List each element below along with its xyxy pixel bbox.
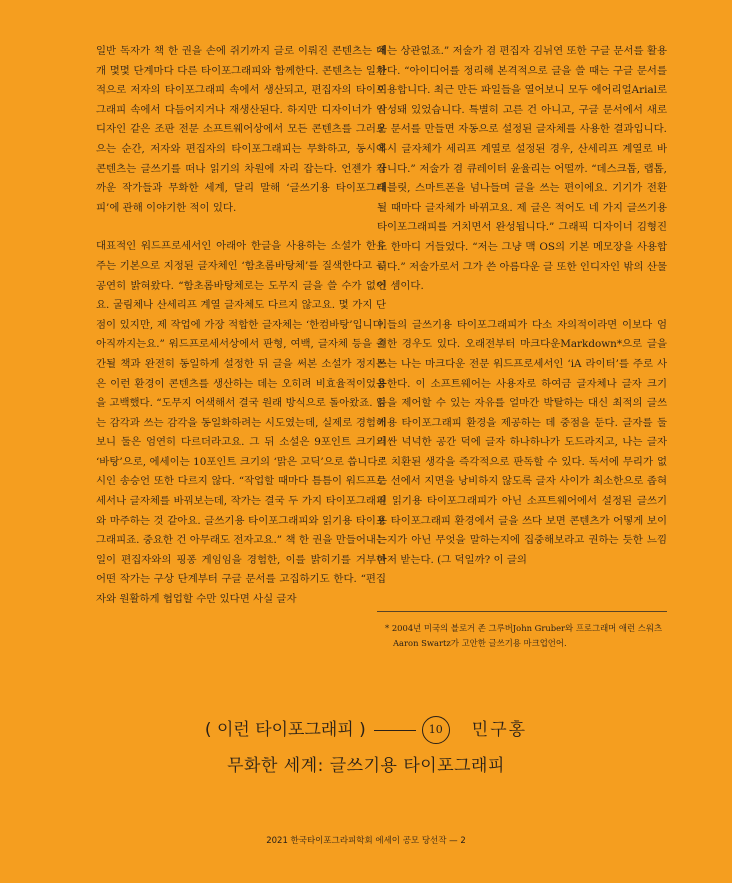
heading-dash [374,730,416,731]
left-text-column [96,42,386,610]
series-name: ( 이런 타이포그래피 ) [204,720,366,740]
article-title: 무화한 세계: 글쓰기용 타이포그래피 [227,756,505,776]
article-heading [0,716,732,780]
right-text-column [377,42,667,570]
author-name: 민구홍 [471,720,528,740]
footnote-divider [377,611,667,612]
footnote: * 2004년 미국의 블로거 존 그루버John Gruber와 프로그래머 애런 스워츠Aaron Swartz가 고안한 글쓰기용 마크업언어. [385,623,663,648]
body-paragraph: 일반 독자가 책 한 권을 손에 쥐기까지 글로 이뤄진 콘텐츠는 대개 몇몇 단계마다 다른 타이포그래피와 함께한다. 콘텐츠는 일차적으로 저자의 타이포그래피 속에서 생산되고, 편집자의 타이포그래피 속에서 다듬어지거나 재생산된다. 하지만 디자이너가 인디자인 같은 조판 전문 소프트웨어상에서 모든 콘텐츠를 그러모으는 순간, 저자와 편집자의 타이포그래피는 무화하고, 동시에 콘텐츠는 글쓰기를 떠나 읽기의 차원에 자리 잡는다. 언젠가 가까운 작가들과 무화한 세계, 달리 말해 ‘글쓰기용 타이포그래피’에 관해 이야기한 적이 있다. [96,45,386,214]
body-paragraph: 체는 상관없죠.” 저술가 겸 편집자 김뉘연 또한 구글 문서를 활용한다. “아이디어를 정리해 본격적으로 글을 쓸 때는 구글 문서를 이용합니다. 최근 만든 파일들을 열어보니 모두 에어리얼Arial로 작성돼 있었습니다. 특별히 고른 건 아니고, 구글 문서에서 새로운 문서를 만들면 자동으로 설정된 글자체를 사용한 결과입니다. 혹시 글자체가 세리프 계열로 설정된 경우, 산세리프 계열로 바꿉니다.” 저술가 겸 큐레이터 윤율리는 어떨까. “데스크톱, 랩톱, 태블릿, 스마트폰을 넘나들며 글을 쓰는 편이에요. 기기가 전환될 때마다 글자체가 바뀌고요. 제 글은 적어도 네 가지 글쓰기용 타이포그래피를 거치면서 완성됩니다.” 그래픽 디자이너 김형진도 한마디 거들었다. “저는 그냥 맥 OS의 기본 메모장을 사용합니다.” 저술가로서 그가 쓴 아름다운 글 또한 인디자인 밖의 산물인 셈이다. [377,45,667,293]
page-footer: 2021 한국타이포그라피학회 에세이 공모 당선작 — 2 [266,836,466,846]
article-number-badge: 10 [422,716,450,744]
heading-byline [0,716,732,744]
body-paragraph: 이들의 글쓰기용 타이포그래피가 다소 자의적이라면 이보다 엄격한 경우도 있다. 오래전부터 마크다운Markdown*으로 글을 쓰는 나는 마크다운 전문 워드프로세서인 ‘iA 라이터’를 주로 사용한다. 이 소프트웨어는 사용자로 하여금 글자체나 글자 크기 등을 제어할 수 있는 자유를 얼마간 박탈하는 대신 최적의 글쓰기용 타이포그래피 환경을 제공하는 데 중점을 둔다. 글자를 둘러싼 넉넉한 공간 덕에 글자 하나하나가 도드라지고, 나는 글자로 치환된 생각을 즉각적으로 판독할 수 있다. 독서에 무리가 없는 선에서 지면을 낭비하지 않도록 글자 사이가 최소한으로 좁혀진 읽기용 타이포그래피가 아닌 소프트웨어에서 설정된 글쓰기용 타이포그래피 환경에서 글을 쓰다 보면 콘텐츠가 어떻게 보이는지가 아닌 무엇을 말하는지에 집중해보라고 권하는 듯한 느낌마저 받는다. (그 덕일까? 이 글의 [377,318,667,566]
body-paragraph: 대표적인 워드프로세서인 아래아 한글을 사용하는 소설가 한유주는 기본으로 지정된 글자체인 ‘함초롬바탕체’를 질색한다고 공공연히 밝혀왔다. “함초롬바탕체로는 도무지 글을 쓸 수가 없어요. 굴림체나 산세리프 계열 글자체도 다르지 않고요. 몇 가지 단점이 있지만, 제 작업에 가장 적합한 글자체는 ‘한컴바탕’입니다. 아직까지는요.” 워드프로세서상에서 판형, 여백, 글자체 등을 출간될 책과 완전히 동일하게 설정한 뒤 글을 써본 소설가 정지돈은 이런 환경이 콘텐츠를 생산하는 데는 오히려 비효율적이었음을 고백했다. “도무지 어색해서 결국 원래 방식으로 돌아왔죠. 읽는 감각과 쓰는 감각을 동일화하려는 시도였는데, 실제로 경험해보니 둘은 엄연히 다르더라고요. 그 뒤 소설은 9포인트 크기의 ‘바탕’으로, 에세이는 10포인트 크기의 ‘맑은 고딕’으로 씁니다.” 시인 송승언 또한 다르지 않다. “작업할 때마다 틈틈이 워드프로세서나 글자체를 바꿔보는데, 작가는 결국 두 가지 타이포그래피와 마주하는 것 같아요. 글쓰기용 타이포그래피와 읽기용 타이포그래피죠. 중요한 건 아무래도 전자고요.” 책 한 권을 만들어내는 일이 편집자와의 핑퐁 게임임을 경험한, 이를 밝히기를 거부한 어떤 작가는 구상 단계부터 구글 문서를 고집하기도 한다. “편집자와 원활하게 협업할 수만 있다면 사실 글자 [96,240,386,606]
